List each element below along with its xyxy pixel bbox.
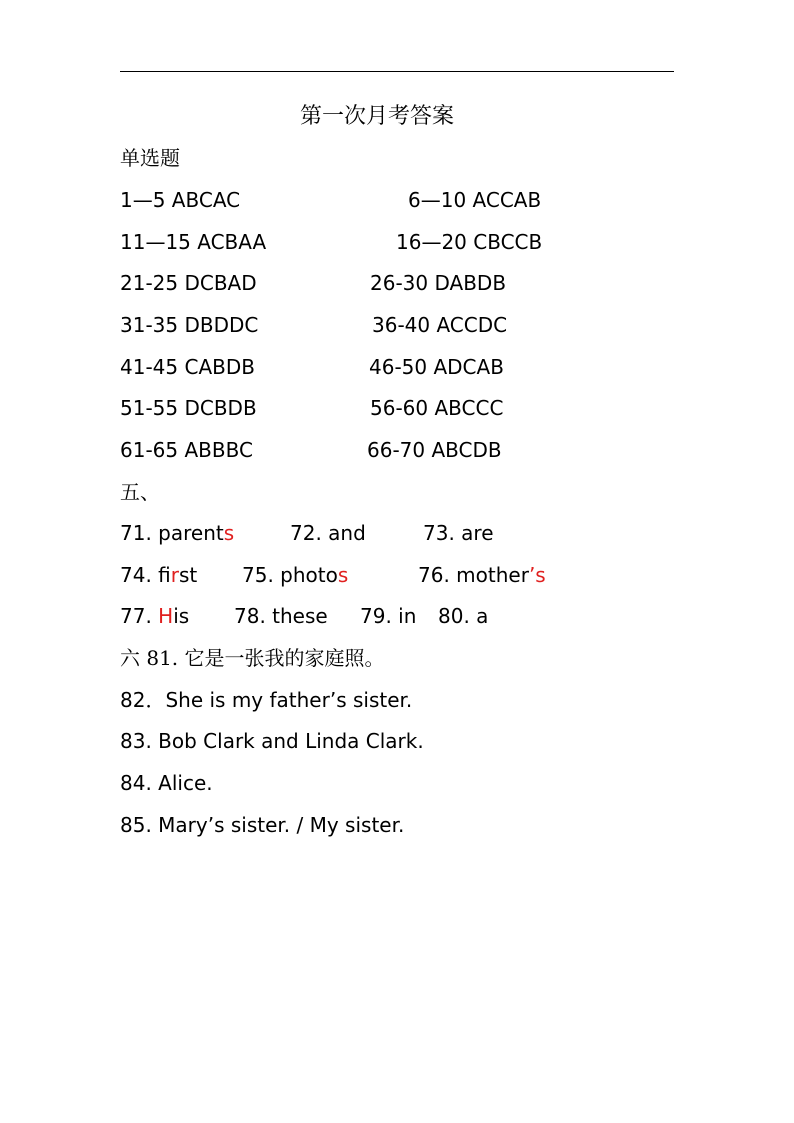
header-rule xyxy=(120,71,674,72)
choice-left: 31-35 DBDDC xyxy=(120,313,259,337)
choice-right: 26-30 DABDB xyxy=(370,271,507,295)
page-title: 第一次月考答案 xyxy=(299,104,454,129)
answer-82: 82．She is my father’s sister. xyxy=(120,688,413,712)
section-label-six: 六 xyxy=(120,646,140,670)
answer-84: 84. Alice. xyxy=(120,771,213,795)
choice-left: 51-55 DCBDB xyxy=(120,396,257,420)
choice-left: 21-25 DCBAD xyxy=(120,271,257,295)
answer-85: 85. Mary’s sister. / My sister. xyxy=(120,813,405,837)
section-label-single-choice: 单选题 xyxy=(120,146,180,170)
section-label-five: 五、 xyxy=(120,480,160,504)
choice-left: 41-45 CABDB xyxy=(120,355,255,379)
choice-left: 61-65 ABBBC xyxy=(120,438,253,462)
choice-right: 66-70 ABCDB xyxy=(367,438,502,462)
answer-83: 83. Bob Clark and Linda Clark. xyxy=(120,729,424,753)
answer-73: 73. are xyxy=(423,521,494,545)
answer-71: 71. parents xyxy=(120,521,235,545)
choice-right: 16—20 CBCCB xyxy=(396,230,543,254)
answer-74: 74. first xyxy=(120,563,198,587)
answer-72: 72. and xyxy=(290,521,366,545)
answer-78: 78. these xyxy=(234,604,328,628)
choice-right: 46-50 ADCAB xyxy=(369,355,504,379)
answer-77: 77. His xyxy=(120,604,190,628)
answer-76: 76. mother’s xyxy=(418,563,546,587)
choice-right: 56-60 ABCCC xyxy=(370,396,504,420)
answer-80: 80. a xyxy=(438,604,489,628)
answer-row-81 xyxy=(120,642,385,674)
answer-79: 79. in xyxy=(360,604,417,628)
answer-81: 81. 它是一张我的家庭照。 xyxy=(146,646,385,670)
choice-left: 11—15 ACBAA xyxy=(120,230,267,254)
answer-75: 75. photos xyxy=(242,563,349,587)
choice-right: 36-40 ACCDC xyxy=(372,313,508,337)
choice-right: 6—10 ACCAB xyxy=(408,188,542,212)
choice-left: 1—5 ABCAC xyxy=(120,188,241,212)
